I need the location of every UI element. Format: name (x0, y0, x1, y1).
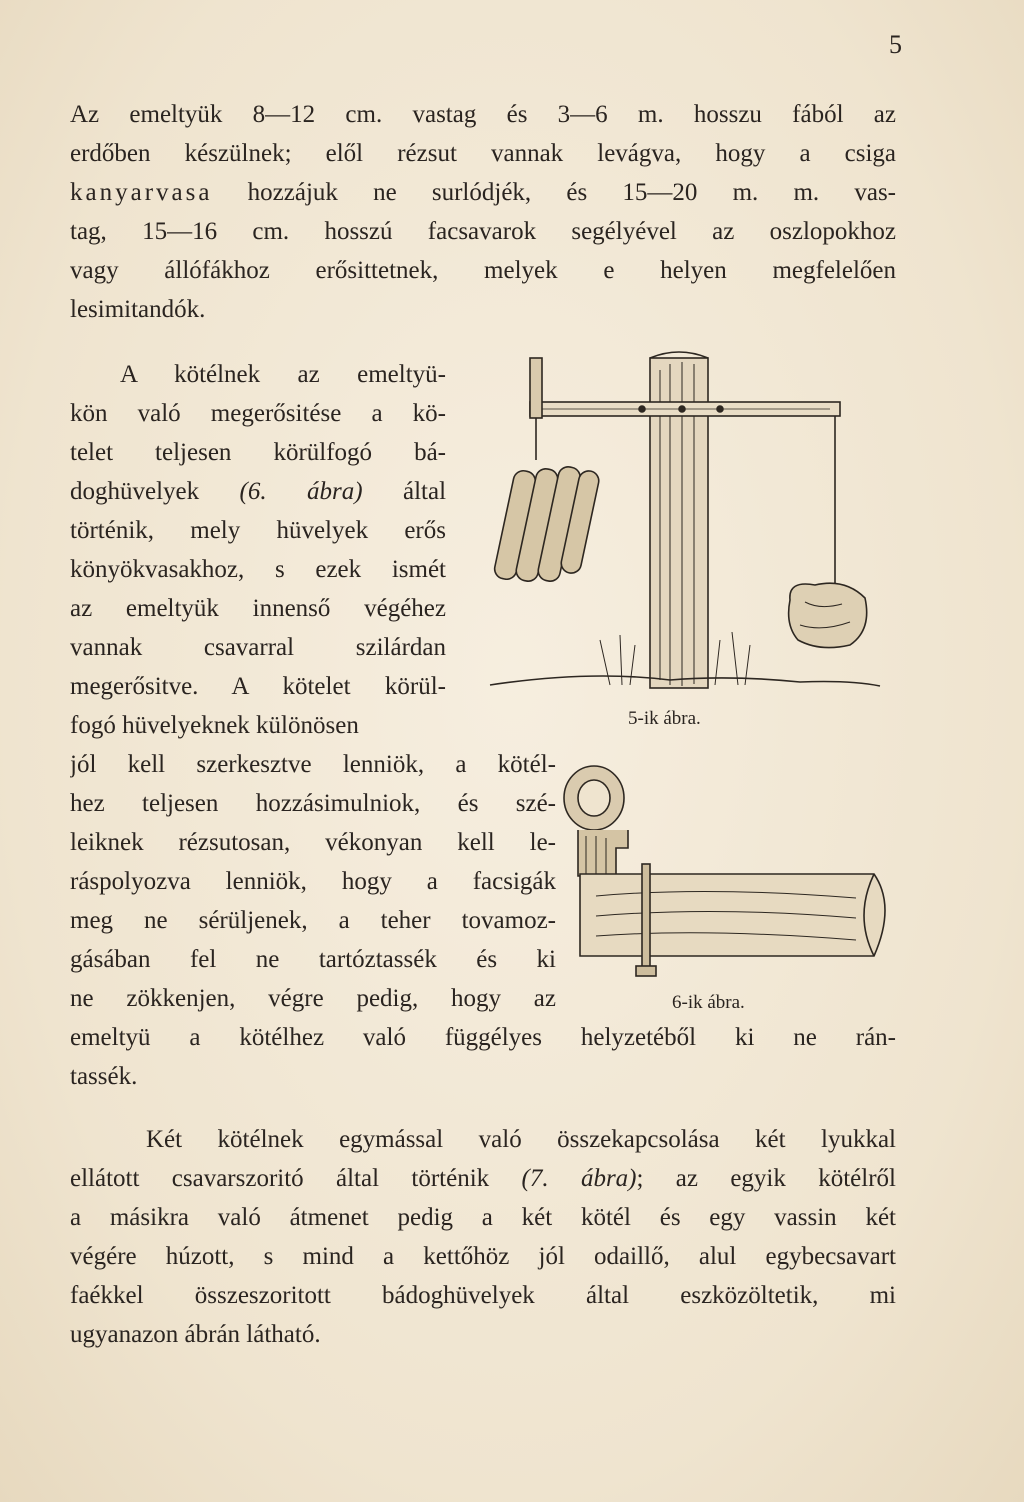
text-line: A kötélnek az emeltyü- (120, 361, 446, 388)
text-line: fogó hüvelyeknek különösen (70, 712, 359, 739)
text-line: faékkel összeszoritott bádoghüvelyek által eszközöltetik, mi (70, 1282, 896, 1309)
text-line (70, 174, 896, 212)
figure-reference: (6. ábra) (239, 478, 363, 505)
text-fragment: által (402, 478, 446, 505)
text-line (70, 473, 446, 511)
text-line: vannak csavarral szilárdan (70, 634, 446, 661)
text-line: tassék. (70, 1063, 138, 1090)
text-line: hez teljesen hozzásimulniok, és szé- (70, 790, 556, 817)
text-line: leiknek rézsutosan, vékonyan kell le- (70, 829, 556, 856)
text-fragment: ellátott csavarszoritó által történik (70, 1165, 490, 1192)
figure-5-lever-illustration (470, 340, 890, 710)
figure-5-caption: 5-ik ábra. (628, 708, 701, 729)
page-number: 5 (889, 30, 902, 59)
text-line: gásában fel ne tartóztassék és ki (70, 946, 556, 973)
text-line: emeltyü a kötélhez való függélyes helyzetéből ki ne rán- (70, 1024, 896, 1051)
text-fragment: hozzájuk ne surlódjék, és 15—20 m. m. vas- (247, 179, 896, 206)
text-line: jól kell szerkesztve lenniök, a kötél- (70, 751, 556, 778)
text-line: Két kötélnek egymással való összekapcsolása két lyukkal (146, 1126, 896, 1153)
text-line: az emeltyük innenső végéhez (70, 595, 446, 622)
text-line: kön való megerősitése a kö- (70, 400, 446, 427)
text-line: erdőben készülnek; elől rézsut vannak levágva, hogy a csiga (70, 140, 896, 167)
text-line: telet teljesen körülfogó bá- (70, 439, 446, 466)
text-line: ne zökkenjen, végre pedig, hogy az (70, 985, 556, 1012)
text-line: történik, mely hüvelyek erős (70, 517, 446, 544)
text-line: vagy állófákhoz erősittetnek, melyek e helyen megfelelően (70, 257, 896, 284)
text-line: lesimitandók. (70, 296, 206, 323)
text-line: a másikra való átmenet pedig a két kötél és egy vassin két (70, 1204, 896, 1231)
figure-6-sleeve-illustration (556, 756, 900, 988)
text-line: tag, 15—16 cm. hosszú facsavarok segélyével az oszlopokhoz (70, 218, 896, 245)
text-line: végére húzott, s mind a kettőhöz jól odaillő, alul egybecsavart (70, 1243, 896, 1270)
text-line: könyökvasakhoz, s ezek ismét (70, 556, 446, 583)
text-line: megerősitve. A kötelet körül- (70, 673, 446, 700)
figure-6-caption: 6-ik ábra. (672, 992, 745, 1013)
text-fragment: ; az egyik kötélről (636, 1165, 896, 1192)
text-line: meg ne sérüljenek, a teher tovamoz- (70, 907, 556, 934)
figure-reference: (7. ábra) (521, 1165, 637, 1192)
emphasized-term: kanyarvasa (70, 179, 213, 206)
text-line: ráspolyozva lenniök, hogy a facsigák (70, 868, 556, 895)
text-line: ugyanazon ábrán látható. (70, 1321, 321, 1348)
text-line (70, 1160, 896, 1198)
text-line: Az emeltyük 8—12 cm. vastag és 3—6 m. hosszu fából az (70, 101, 896, 128)
text-fragment: doghüvelyek (70, 478, 200, 505)
